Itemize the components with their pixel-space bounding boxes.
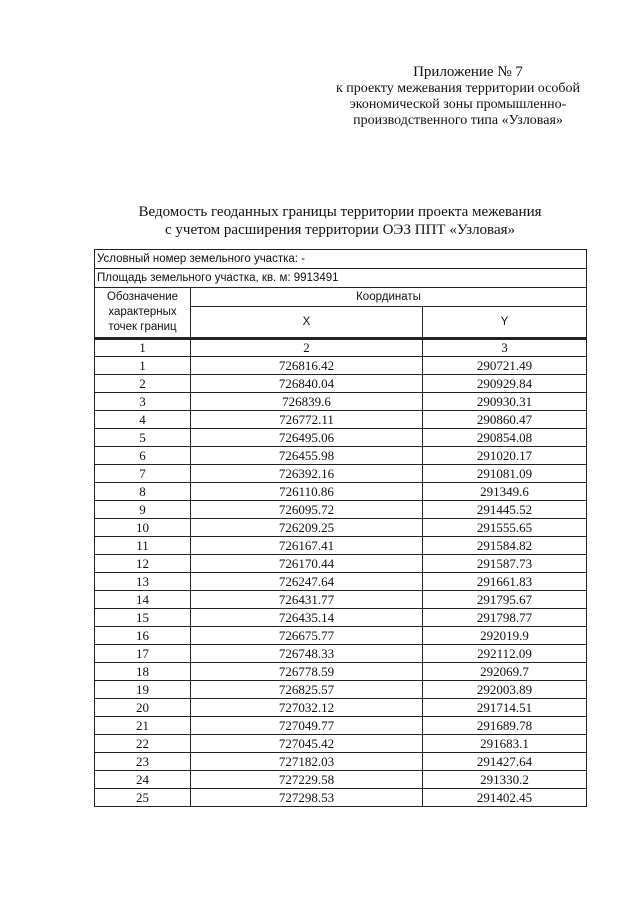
point-number-cell: 10 <box>95 519 191 537</box>
x-coordinate-cell: 726816.42 <box>191 357 423 375</box>
table-row <box>95 771 587 789</box>
y-coordinate-cell: 291584.82 <box>423 537 587 555</box>
table-row <box>95 699 587 717</box>
title-line: Ведомость геоданных границы территории проекта межевания <box>138 204 542 220</box>
table-row <box>95 573 587 591</box>
y-coordinate-cell: 291402.45 <box>423 789 587 807</box>
y-coordinate-cell: 291714.51 <box>423 699 587 717</box>
appendix-line: производственного типа «Узловая» <box>353 113 563 128</box>
point-number-cell: 24 <box>95 771 191 789</box>
document-title <box>100 203 580 239</box>
point-designation-header <box>95 288 191 339</box>
appendix-number: Приложение № 7 <box>413 64 523 80</box>
table-row <box>95 501 587 519</box>
x-coordinate-cell: 727049.77 <box>191 717 423 735</box>
table-row <box>95 627 587 645</box>
table-row <box>95 465 587 483</box>
x-coordinate-cell: 726110.86 <box>191 483 423 501</box>
table-row <box>95 411 587 429</box>
point-number-cell: 3 <box>95 393 191 411</box>
header-line: точек границ <box>108 321 177 333</box>
x-coordinate-cell: 726167.41 <box>191 537 423 555</box>
point-number-cell: 15 <box>95 609 191 627</box>
y-coordinate-cell: 292069.7 <box>423 663 587 681</box>
appendix-line: к проекту межевания территории особой <box>336 81 580 96</box>
y-coordinate-cell: 291020.17 <box>423 447 587 465</box>
y-coordinate-cell: 292112.09 <box>423 645 587 663</box>
table-row <box>95 447 587 465</box>
table-row <box>95 663 587 681</box>
x-coordinate-cell: 726435.14 <box>191 609 423 627</box>
point-number-cell: 1 <box>95 357 191 375</box>
point-number-cell: 13 <box>95 573 191 591</box>
point-number-cell: 20 <box>95 699 191 717</box>
x-coordinate-cell: 726825.57 <box>191 681 423 699</box>
y-coordinate-cell: 291661.83 <box>423 573 587 591</box>
y-coordinate-cell: 291795.67 <box>423 591 587 609</box>
y-coordinate-cell: 292003.89 <box>423 681 587 699</box>
table-row <box>95 645 587 663</box>
table-row <box>95 789 587 807</box>
point-number-cell: 2 <box>95 375 191 393</box>
y-coordinate-cell: 290860.47 <box>423 411 587 429</box>
table-row <box>95 555 587 573</box>
point-number-cell: 11 <box>95 537 191 555</box>
x-coordinate-cell: 726839.6 <box>191 393 423 411</box>
x-coordinate-cell: 726392.16 <box>191 465 423 483</box>
column-number: 1 <box>95 340 191 357</box>
y-header: Y <box>423 307 587 339</box>
x-coordinate-cell: 727032.12 <box>191 699 423 717</box>
x-coordinate-cell: 726170.44 <box>191 555 423 573</box>
table-row <box>95 717 587 735</box>
point-number-cell: 14 <box>95 591 191 609</box>
coordinates-header: Координаты <box>191 288 587 307</box>
y-coordinate-cell: 291689.78 <box>423 717 587 735</box>
y-coordinate-cell: 291683.1 <box>423 735 587 753</box>
y-coordinate-cell: 291330.2 <box>423 771 587 789</box>
plot-number-cell: Условный номер земельного участка: - <box>95 250 587 269</box>
y-coordinate-cell: 291081.09 <box>423 465 587 483</box>
x-coordinate-cell: 726095.72 <box>191 501 423 519</box>
title-line: с учетом расширения территории ОЭЗ ППТ «Узловая» <box>165 222 515 238</box>
x-coordinate-cell: 726247.64 <box>191 573 423 591</box>
point-number-cell: 22 <box>95 735 191 753</box>
appendix-line: экономической зоны промышленно- <box>349 97 567 112</box>
table-row <box>95 357 587 375</box>
table-row <box>95 591 587 609</box>
column-number: 2 <box>191 340 423 357</box>
x-header: X <box>191 307 423 339</box>
y-coordinate-cell: 290930.31 <box>423 393 587 411</box>
point-number-cell: 6 <box>95 447 191 465</box>
column-number: 3 <box>423 340 587 357</box>
point-number-cell: 16 <box>95 627 191 645</box>
point-number-cell: 5 <box>95 429 191 447</box>
table-row <box>95 609 587 627</box>
point-number-cell: 18 <box>95 663 191 681</box>
y-coordinate-cell: 291555.65 <box>423 519 587 537</box>
point-number-cell: 21 <box>95 717 191 735</box>
table-row <box>95 735 587 753</box>
x-coordinate-cell: 726209.25 <box>191 519 423 537</box>
geodata-table <box>94 249 587 807</box>
x-coordinate-cell: 726431.77 <box>191 591 423 609</box>
point-number-cell: 12 <box>95 555 191 573</box>
table-row <box>95 375 587 393</box>
x-coordinate-cell: 727045.42 <box>191 735 423 753</box>
x-coordinate-cell: 726748.33 <box>191 645 423 663</box>
point-number-cell: 7 <box>95 465 191 483</box>
y-coordinate-cell: 291587.73 <box>423 555 587 573</box>
x-coordinate-cell: 727182.03 <box>191 753 423 771</box>
x-coordinate-cell: 727298.53 <box>191 789 423 807</box>
table-row <box>95 429 587 447</box>
x-coordinate-cell: 726840.04 <box>191 375 423 393</box>
y-coordinate-cell: 290721.49 <box>423 357 587 375</box>
point-number-cell: 25 <box>95 789 191 807</box>
point-number-cell: 4 <box>95 411 191 429</box>
y-coordinate-cell: 291445.52 <box>423 501 587 519</box>
x-coordinate-cell: 726675.77 <box>191 627 423 645</box>
y-coordinate-cell: 291427.64 <box>423 753 587 771</box>
table-row <box>95 483 587 501</box>
x-coordinate-cell: 726495.06 <box>191 429 423 447</box>
x-coordinate-cell: 726772.11 <box>191 411 423 429</box>
point-number-cell: 8 <box>95 483 191 501</box>
y-coordinate-cell: 291798.77 <box>423 609 587 627</box>
geodata-table-wrapper <box>94 249 586 807</box>
x-coordinate-cell: 726778.59 <box>191 663 423 681</box>
x-coordinate-cell: 726455.98 <box>191 447 423 465</box>
appendix-header <box>318 64 598 129</box>
x-coordinate-cell: 727229.58 <box>191 771 423 789</box>
point-number-cell: 9 <box>95 501 191 519</box>
point-number-cell: 23 <box>95 753 191 771</box>
table-row <box>95 681 587 699</box>
table-row <box>95 393 587 411</box>
plot-area-cell: Площадь земельного участка, кв. м: 9913491 <box>95 269 587 288</box>
table-row <box>95 753 587 771</box>
y-coordinate-cell: 290854.08 <box>423 429 587 447</box>
header-line: характерных <box>108 306 177 318</box>
point-number-cell: 19 <box>95 681 191 699</box>
point-number-cell: 17 <box>95 645 191 663</box>
y-coordinate-cell: 292019.9 <box>423 627 587 645</box>
y-coordinate-cell: 290929.84 <box>423 375 587 393</box>
table-row <box>95 519 587 537</box>
header-line: Обозначение <box>106 291 179 303</box>
y-coordinate-cell: 291349.6 <box>423 483 587 501</box>
table-row <box>95 537 587 555</box>
